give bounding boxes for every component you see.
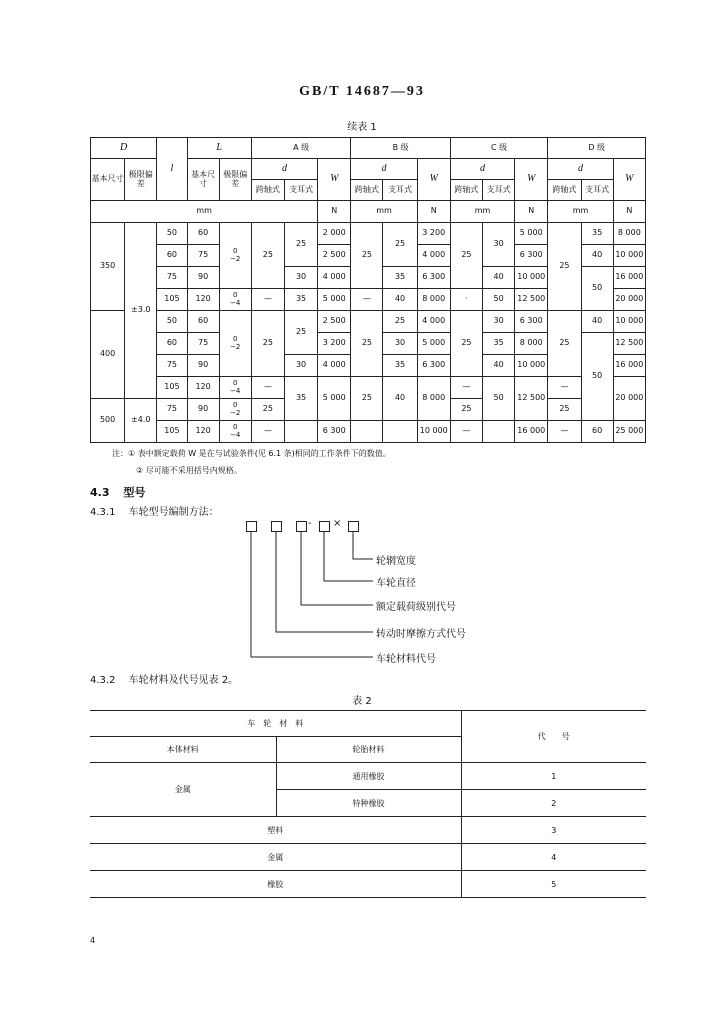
cell-B-ze: 40 xyxy=(383,377,417,421)
times-symbol: × xyxy=(333,518,342,529)
section-number: 4.3 xyxy=(90,486,110,499)
cell-B-kz: 25 xyxy=(351,311,383,377)
cell-B-kz: 25 xyxy=(351,377,383,421)
cell-A-W: 3 200 xyxy=(318,333,351,355)
model-code-diagram xyxy=(240,518,520,668)
header-kz-c: 跨轴式 xyxy=(450,180,482,201)
cell-l: 50 xyxy=(157,311,187,333)
cell-L: 75 xyxy=(187,333,219,355)
section-4-3-heading xyxy=(90,484,145,500)
header-W-b: W xyxy=(417,159,450,201)
cell-C-kz: — xyxy=(450,421,482,443)
section-text: 车轮型号编制方法： xyxy=(128,507,219,518)
cell-L: 120 xyxy=(187,377,219,399)
cell-l: 50 xyxy=(157,223,187,245)
header-ze-b: 支耳式 xyxy=(383,180,417,201)
cell-L: 90 xyxy=(187,355,219,377)
header-W-c: W xyxy=(515,159,548,201)
cell-L: 60 xyxy=(187,223,219,245)
cell-B-W: 8 000 xyxy=(417,377,450,421)
cell-C-ze xyxy=(483,421,515,443)
cell-B-ze xyxy=(383,421,417,443)
cell-D-kz: 25 xyxy=(548,399,581,421)
cell-C-W: 5 000 xyxy=(515,223,548,245)
cell-tire-special-rubber: 特种橡胶 xyxy=(276,790,461,817)
header-d-d: d xyxy=(548,159,613,180)
cell-A-W: 5 000 xyxy=(318,289,351,311)
cell-L-tol: 0 −4 xyxy=(219,377,251,399)
cell-code: 4 xyxy=(461,844,646,871)
cell-l: 60 xyxy=(157,245,187,267)
cell-code: 2 xyxy=(461,790,646,817)
cell-l: 75 xyxy=(157,267,187,289)
label-wheel-diameter: 车轮直径 xyxy=(376,578,416,589)
unit-mm-b: mm xyxy=(351,201,417,223)
cell-B-W: 4 000 xyxy=(417,311,450,333)
cell-B-kz: — xyxy=(351,289,383,311)
table-notes xyxy=(112,445,672,479)
cell-body-metal: 金属 xyxy=(90,763,276,817)
cell-B-W: 3 200 xyxy=(417,223,450,245)
material-code-table xyxy=(90,710,646,898)
cell-D-W: 8 000 xyxy=(613,223,645,245)
cell-B-W: 6 300 xyxy=(417,355,450,377)
cell-C-kz: 25 xyxy=(450,311,482,377)
header-basic-size-L: 基本尺寸 xyxy=(187,159,219,201)
cell-A-ze xyxy=(284,421,317,443)
diagram-leader-lines xyxy=(240,518,520,668)
cell-B-W: 6 300 xyxy=(417,267,450,289)
cell-D-W: 20 000 xyxy=(613,289,645,311)
unit-mm-d: mm xyxy=(548,201,613,223)
cell-C-W: 6 300 xyxy=(515,311,548,333)
page-number: 4 xyxy=(90,936,96,945)
header-ze-d: 支耳式 xyxy=(581,180,613,201)
cell-l: 105 xyxy=(157,289,187,311)
header-L: L xyxy=(187,138,251,159)
cell-L-tol: 0 −2 xyxy=(219,223,251,289)
header-d-b: d xyxy=(351,159,417,180)
header-ze-a: 支耳式 xyxy=(284,180,317,201)
cell-L: 120 xyxy=(187,421,219,443)
cell-code: 5 xyxy=(461,871,646,898)
header-wheel-material: 车 轮 材 料 xyxy=(90,711,461,737)
header-basic-size: 基本尺寸 xyxy=(91,159,125,201)
cell-C-ze: 40 xyxy=(483,267,515,289)
cell-D-500: 500 xyxy=(91,399,125,443)
header-body-material: 本体材料 xyxy=(90,737,276,763)
header-d-c: d xyxy=(450,159,514,180)
header-W-d: W xyxy=(613,159,645,201)
cell-C-ze: 35 xyxy=(483,333,515,355)
cell-code: 1 xyxy=(461,763,646,790)
cell-A-W: 5 000 xyxy=(318,377,351,421)
label-material-code: 车轮材料代号 xyxy=(376,654,436,665)
table2-caption: 表 2 xyxy=(352,696,372,707)
rated-load-table xyxy=(90,137,646,443)
header-kz-b: 跨轴式 xyxy=(351,180,383,201)
cell-A-kz: — xyxy=(251,421,284,443)
cell-A-ze: 30 xyxy=(284,267,317,289)
unit-N-c: N xyxy=(515,201,548,223)
cell-B-W: 4 000 xyxy=(417,245,450,267)
cell-B-W: 8 000 xyxy=(417,289,450,311)
cell-C-W: 16 000 xyxy=(515,421,548,443)
cell-B-ze: 35 xyxy=(383,355,417,377)
cell-A-W: 4 000 xyxy=(318,267,351,289)
cell-A-kz: 25 xyxy=(251,399,284,421)
cell-metal: 金属 xyxy=(90,844,461,871)
cell-L: 90 xyxy=(187,267,219,289)
cell-D-W: 25 000 xyxy=(613,421,645,443)
cell-C-W: 8 000 xyxy=(515,333,548,355)
cell-D-400: 400 xyxy=(91,311,125,399)
cell-B-ze: 30 xyxy=(383,333,417,355)
cell-A-ze: 35 xyxy=(284,377,317,421)
header-grade-d: D 级 xyxy=(548,138,646,159)
cell-C-W: 6 300 xyxy=(515,245,548,267)
cell-D-ze: 40 xyxy=(581,311,613,333)
cell-C-W: 12 500 xyxy=(515,377,548,421)
header-d-a: d xyxy=(251,159,317,180)
header-W-a: W xyxy=(318,159,351,201)
cell-A-ze: 35 xyxy=(284,289,317,311)
cell-B-kz xyxy=(351,421,383,443)
cell-C-W: 10 000 xyxy=(515,355,548,377)
header-limit-deviation: 极限偏差 xyxy=(125,159,157,201)
cell-dev-30: ±3.0 xyxy=(125,223,157,399)
section-title: 型号 xyxy=(123,486,146,499)
cell-B-ze: 40 xyxy=(383,289,417,311)
cell-l: 105 xyxy=(157,421,187,443)
cell-C-ze: 30 xyxy=(483,223,515,267)
header-limit-deviation-L: 极限偏差 xyxy=(219,159,251,201)
cell-C-kz: 25 xyxy=(450,399,482,421)
cell-tire-general-rubber: 通用橡胶 xyxy=(276,763,461,790)
cell-D-ze: 60 xyxy=(581,421,613,443)
cell-A-kz: — xyxy=(251,377,284,399)
cell-C-kz: · xyxy=(450,289,482,311)
header-kz-d: 跨轴式 xyxy=(548,180,581,201)
cell-A-W: 6 300 xyxy=(318,421,351,443)
cell-B-W: 5 000 xyxy=(417,333,450,355)
cell-C-W: 12 500 xyxy=(515,289,548,311)
section-4-3-2 xyxy=(90,671,238,686)
cell-L-tol: 0 −4 xyxy=(219,289,251,311)
cell-D-kz: 25 xyxy=(548,223,581,311)
cell-L-tol: 0 −4 xyxy=(219,421,251,443)
cell-D-ze: 50 xyxy=(581,267,613,311)
cell-C-ze: 50 xyxy=(483,377,515,421)
unit-mm-c: mm xyxy=(450,201,514,223)
cell-D-W: 10 000 xyxy=(613,311,645,333)
cell-L-tol: 0 −2 xyxy=(219,399,251,421)
cell-plastic: 塑料 xyxy=(90,817,461,844)
cell-B-ze: 25 xyxy=(383,311,417,333)
cell-l: 105 xyxy=(157,377,187,399)
cell-D-kz: 25 xyxy=(548,311,581,377)
cell-A-kz: 25 xyxy=(251,223,284,289)
cell-C-kz: — xyxy=(450,377,482,399)
unit-N-d: N xyxy=(613,201,645,223)
header-kz-a: 跨轴式 xyxy=(251,180,284,201)
header-l: l xyxy=(157,138,187,201)
cell-A-W: 4 000 xyxy=(318,355,351,377)
cell-rubber: 橡胶 xyxy=(90,871,461,898)
cell-A-W: 2 000 xyxy=(318,223,351,245)
label-friction-mode: 转动时摩擦方式代号 xyxy=(376,629,466,640)
cell-D-W: 20 000 xyxy=(613,377,645,421)
section-4-3-1 xyxy=(90,503,219,518)
cell-D-ze: 35 xyxy=(581,223,613,245)
cell-B-W: 10 000 xyxy=(417,421,450,443)
cell-A-ze: 25 xyxy=(284,311,317,355)
cell-A-ze: 30 xyxy=(284,355,317,377)
cell-C-kz: 25 xyxy=(450,223,482,289)
cell-A-ze: 25 xyxy=(284,223,317,267)
cell-D-W: 16 000 xyxy=(613,355,645,377)
label-load-grade: 额定载荷级别代号 xyxy=(376,602,456,613)
cell-C-ze: 30 xyxy=(483,311,515,333)
section-number: 4.3.2 xyxy=(90,675,116,686)
section-number: 4.3.1 xyxy=(90,507,116,518)
cell-l: 60 xyxy=(157,333,187,355)
cell-B-ze: 35 xyxy=(383,267,417,289)
header-grade-a: A 级 xyxy=(251,138,351,159)
label-rim-width: 轮辋宽度 xyxy=(376,556,416,567)
cell-dev-40: ±4.0 xyxy=(125,399,157,443)
cell-D-W: 12 500 xyxy=(613,333,645,355)
header-D: D xyxy=(91,138,157,159)
cell-L: 75 xyxy=(187,245,219,267)
cell-L-tol: 0 −2 xyxy=(219,311,251,377)
standard-number-header: GB/T 14687—93 xyxy=(299,84,425,99)
note-1: 注：① 表中额定载荷 W 是在与试验条件(见 6.1 条)相同的工作条件下的数值。 xyxy=(112,449,391,458)
header-code: 代 号 xyxy=(461,711,646,763)
cell-C-ze: 50 xyxy=(483,289,515,311)
cell-D-350: 350 xyxy=(91,223,125,311)
cell-D-ze: 50 xyxy=(581,333,613,421)
header-grade-c: C 级 xyxy=(450,138,548,159)
cell-code: 3 xyxy=(461,817,646,844)
cell-A-W: 2 500 xyxy=(318,311,351,333)
cell-D-W: 16 000 xyxy=(613,267,645,289)
cell-A-kz: — xyxy=(251,289,284,311)
cell-D-ze: 40 xyxy=(581,245,613,267)
cell-A-W: 2 500 xyxy=(318,245,351,267)
header-grade-b: B 级 xyxy=(351,138,451,159)
dash-symbol: - xyxy=(308,518,312,529)
cell-B-kz: 25 xyxy=(351,223,383,289)
cell-A-kz: 25 xyxy=(251,311,284,377)
table1-caption: 续表 1 xyxy=(347,122,377,133)
section-text: 车轮材料及代号见表 2。 xyxy=(128,675,239,686)
cell-L: 120 xyxy=(187,289,219,311)
unit-mm: mm xyxy=(91,201,318,223)
cell-l: 75 xyxy=(157,399,187,421)
cell-l: 75 xyxy=(157,355,187,377)
unit-N-a: N xyxy=(318,201,351,223)
cell-C-ze: 40 xyxy=(483,355,515,377)
cell-D-W: 10 000 xyxy=(613,245,645,267)
note-2: ② 尽可能不采用括号内规格。 xyxy=(136,466,242,475)
header-tire-material: 轮胎材料 xyxy=(276,737,461,763)
cell-L: 60 xyxy=(187,311,219,333)
header-ze-c: 支耳式 xyxy=(483,180,515,201)
cell-L: 90 xyxy=(187,399,219,421)
unit-N-b: N xyxy=(417,201,450,223)
cell-D-kz: — xyxy=(548,421,581,443)
cell-C-W: 10 000 xyxy=(515,267,548,289)
cell-B-ze: 25 xyxy=(383,223,417,267)
cell-D-kz: — xyxy=(548,377,581,399)
